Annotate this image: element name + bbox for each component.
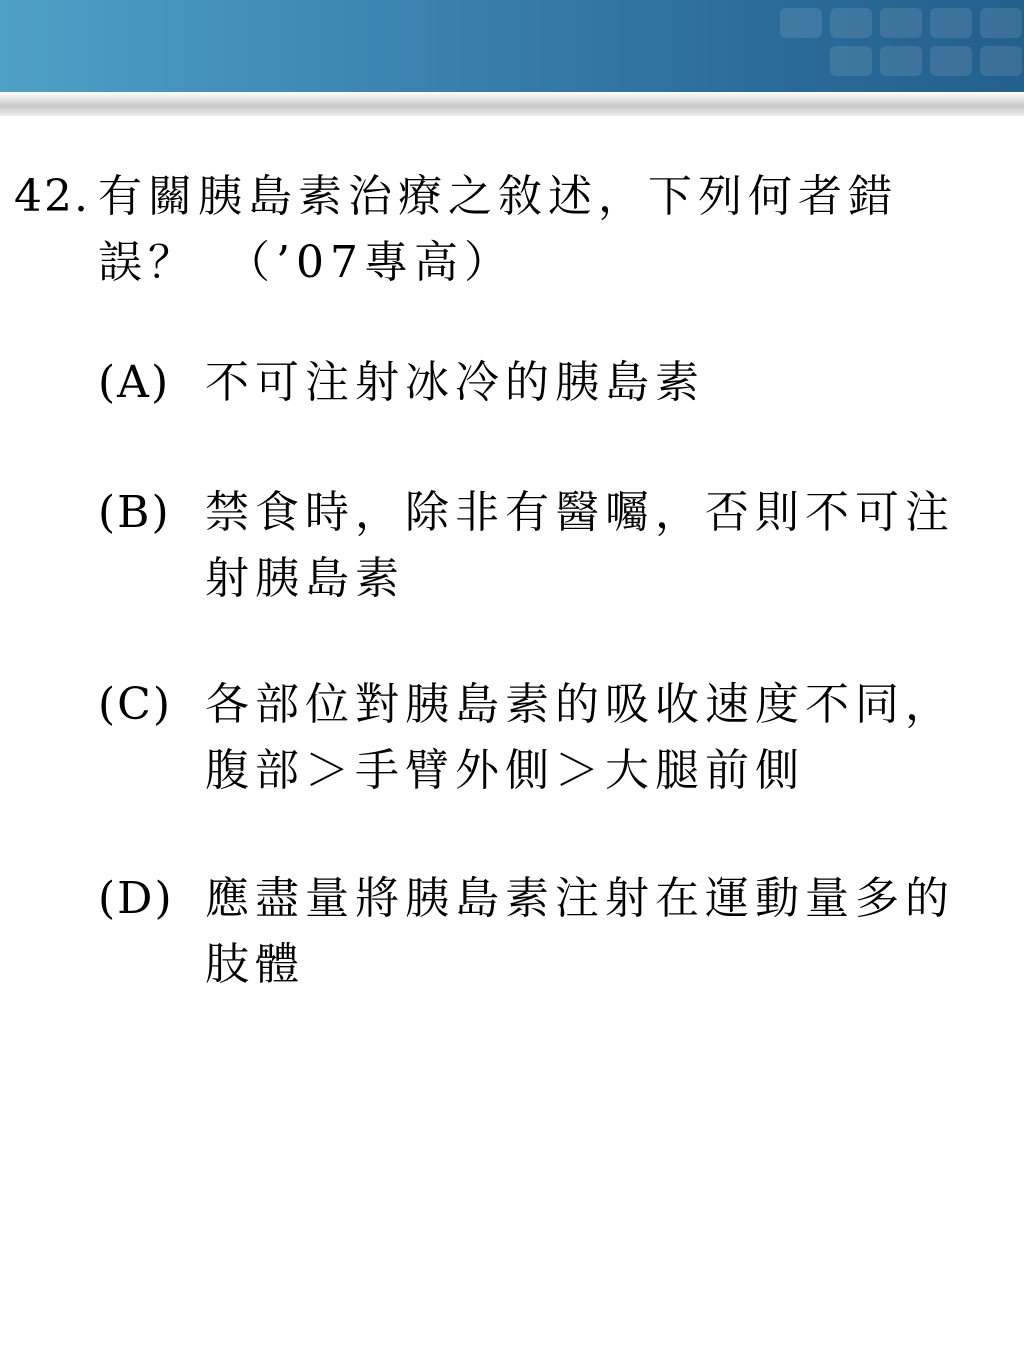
option-text-line: 各部位對胰島素的吸收速度不同， xyxy=(205,679,955,730)
option-text-line: 腹部＞手臂外側＞大腿前側 xyxy=(205,745,805,796)
option-c-text xyxy=(205,672,1005,804)
option-d-label: (D) xyxy=(98,873,174,924)
option-b-label: (B) xyxy=(98,487,171,538)
option-text-line: 不可注射冰冷的胰島素 xyxy=(205,357,705,408)
question-text-line: 誤？ （’07專高） xyxy=(98,237,514,288)
question-text xyxy=(98,164,998,296)
question-text-line: 有關胰島素治療之敘述，下列何者錯 xyxy=(98,171,898,222)
option-text-line: 禁食時，除非有醫囑，否則不可注 xyxy=(205,487,955,538)
option-b-text xyxy=(205,480,1005,612)
option-text-line: 應盡量將胰島素注射在運動量多的 xyxy=(205,873,955,924)
option-c-label: (C) xyxy=(98,679,172,730)
option-text-line: 射胰島素 xyxy=(205,553,405,604)
option-a-text xyxy=(205,350,1005,416)
question-number: 42. xyxy=(14,171,90,222)
option-a-label: (A) xyxy=(98,357,171,408)
option-d-text xyxy=(205,866,1005,998)
option-text-line: 肢體 xyxy=(205,939,305,990)
